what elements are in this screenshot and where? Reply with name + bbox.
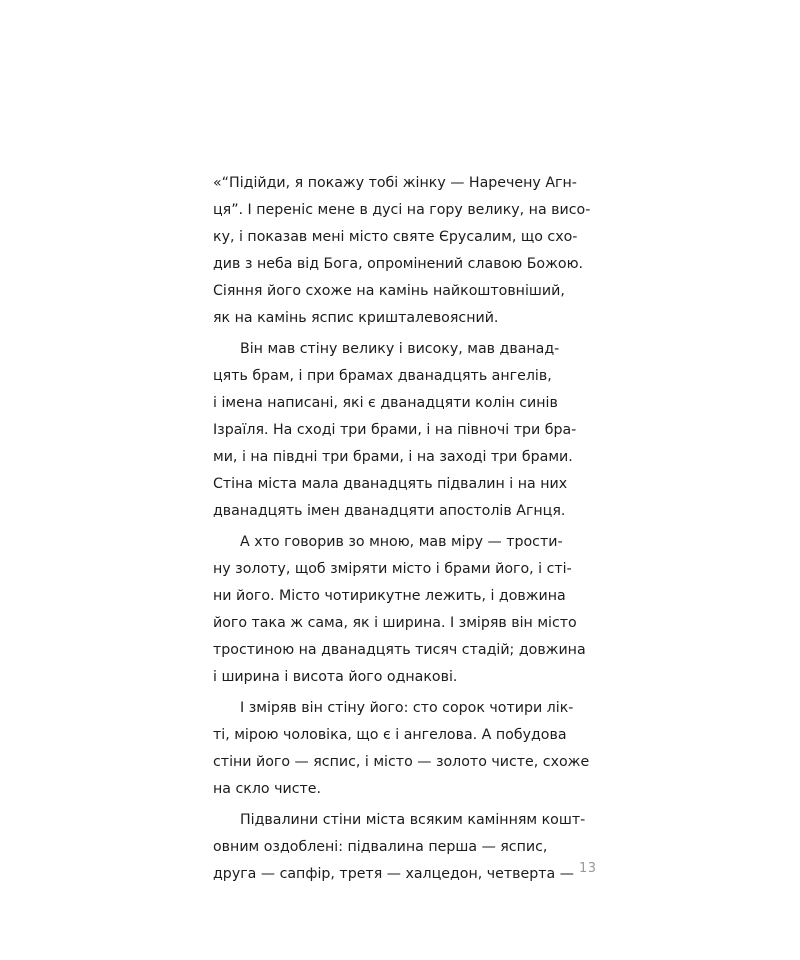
text-line: і ширина і висота його однакові. <box>213 669 458 685</box>
text-line: ті, мірою чоловіка, що є і ангелова. А побудова <box>213 727 567 743</box>
paragraph-start-line: І зміряв він стіну його: сто сорок чотири лік- <box>240 700 574 716</box>
paragraph-start-line: Він мав стіну велику і високу, мав дванад- <box>240 341 560 357</box>
paragraph-start-line: А хто говорив зо мною, мав міру — трости- <box>240 534 563 550</box>
text-line: Ізраїля. На сході три брами, і на півночі три бра- <box>213 422 577 438</box>
text-line: Стіна міста мала дванадцять підвалин і на них <box>213 476 568 492</box>
text-line: ну золоту, щоб зміряти місто і брами його, і сті- <box>213 561 572 577</box>
text-line: ми, і на півдні три брами, і на заході три брами. <box>213 449 573 465</box>
text-line: див з неба від Бога, опромінений славою Божою. <box>213 256 584 272</box>
text-line: як на камінь яспис кришталевоясний. <box>213 310 499 326</box>
text-line: ку, і показав мені місто святе Єрусалим, що схо- <box>213 229 578 245</box>
text-line: на скло чисте. <box>213 781 322 797</box>
text-line: ця”. І переніс мене в дусі на гору велику, на висо- <box>213 202 591 218</box>
text-line: овним оздоблені: підвалина перша — яспис, <box>213 839 548 855</box>
text-line: «“Підійди, я покажу тобі жінку — Наречену Агн- <box>213 175 577 191</box>
text-line: Сіяння його схоже на камінь найкоштовніший, <box>213 283 565 299</box>
text-line: стіни його — яспис, і місто — золото чисте, схоже <box>213 754 590 770</box>
text-line: ни його. Місто чотирикутне лежить, і довжина <box>213 588 566 604</box>
text-line: цять брам, і при брамах дванадцять ангелів, <box>213 368 552 384</box>
page-number: 13 <box>579 861 597 876</box>
paragraph-start-line: Підвалини стіни міста всяким камінням кошт- <box>240 812 586 828</box>
text-line: його така ж сама, як і ширина. І зміряв він місто <box>213 615 577 631</box>
text-line: друга — сапфір, третя — халцедон, четверта — <box>213 866 574 882</box>
text-line: дванадцять імен дванадцяти апостолів Агнця. <box>213 503 566 519</box>
text-line: тростиною на дванадцять тисяч стадій; довжина <box>213 642 586 658</box>
text-line: і імена написані, які є дванадцяти колін синів <box>213 395 558 411</box>
